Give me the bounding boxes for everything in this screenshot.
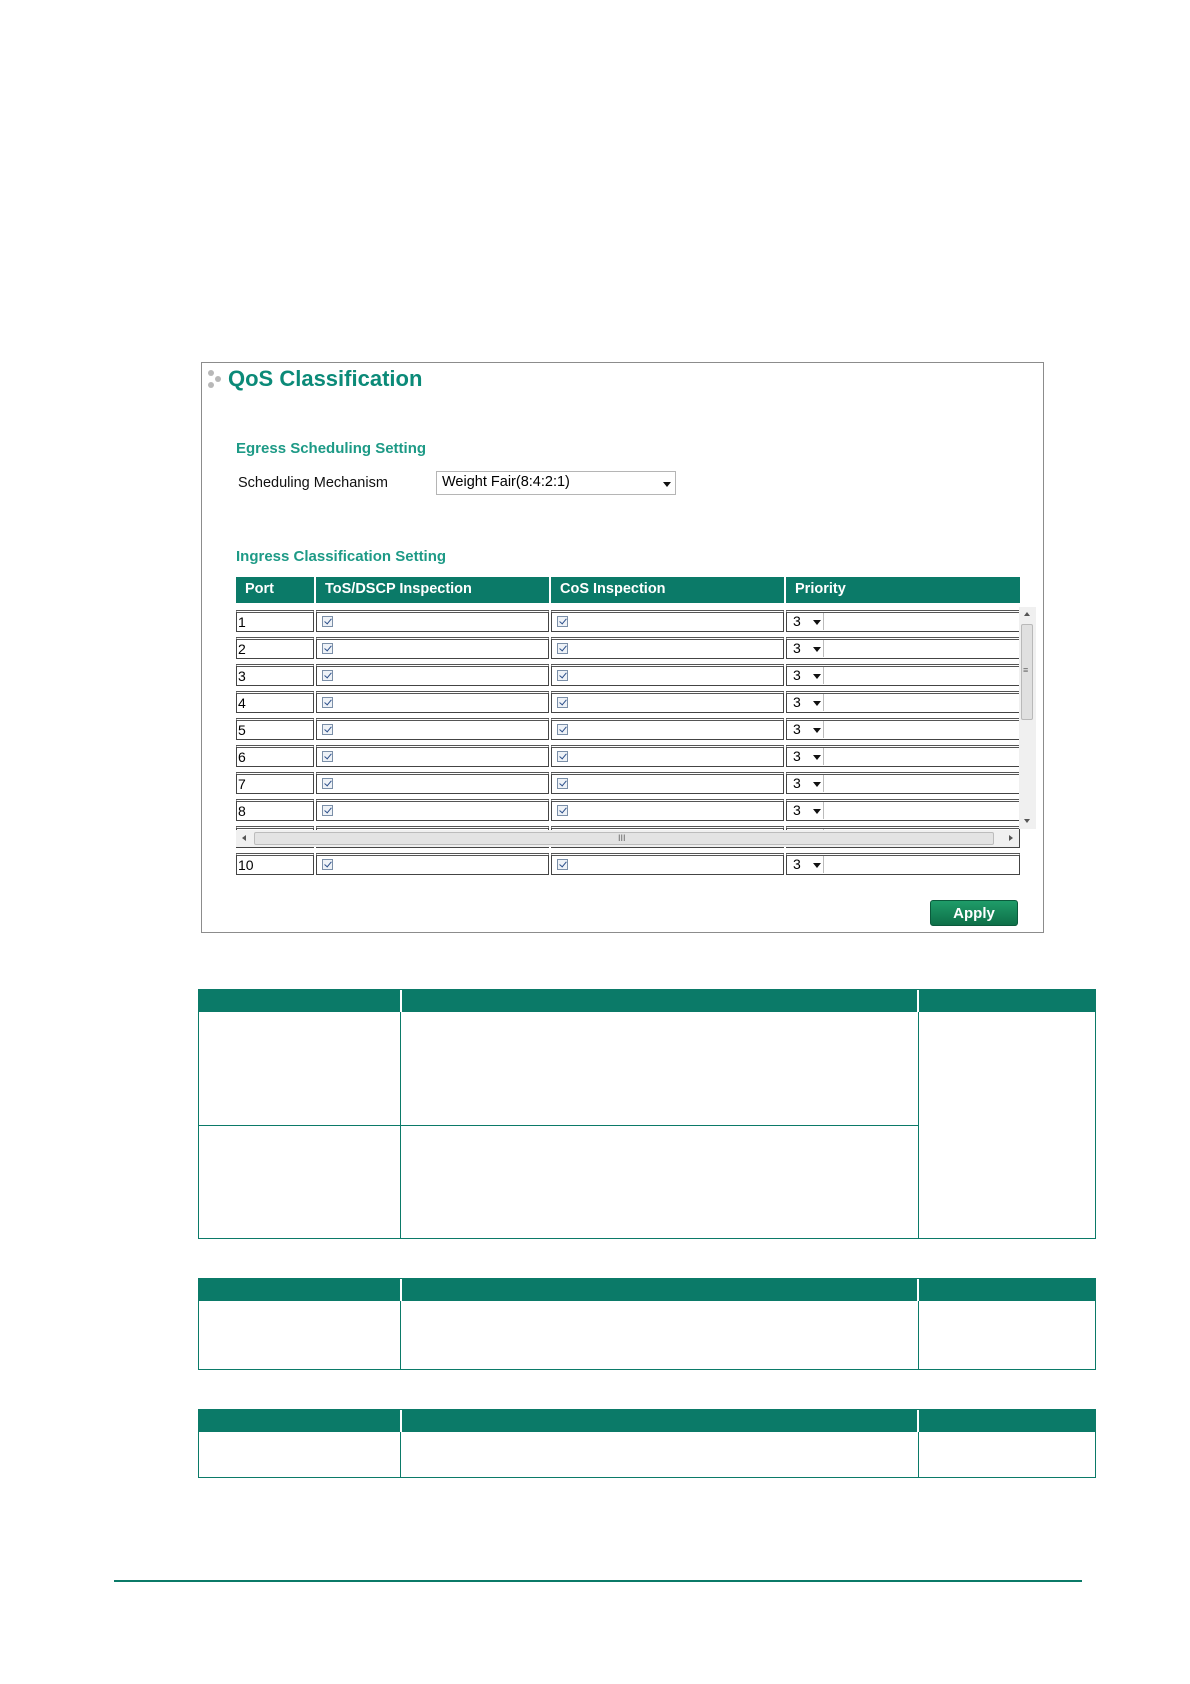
tos-dscp-checkbox[interactable] [322, 805, 333, 816]
port-number: 10 [238, 857, 254, 873]
cos-checkbox[interactable] [557, 724, 568, 735]
tos-dscp-checkbox[interactable] [322, 616, 333, 627]
column-port: Port [236, 577, 314, 603]
port-cell [236, 745, 314, 767]
cos-cell [551, 637, 784, 659]
priority-cell [786, 745, 1020, 767]
priority-select[interactable] [790, 856, 824, 873]
bullet-dots-icon [208, 370, 226, 390]
vertical-scrollbar[interactable] [1019, 607, 1036, 829]
priority-select[interactable] [790, 613, 824, 630]
tos-cell [316, 664, 549, 686]
priority-select[interactable] [790, 694, 824, 711]
port-number: 7 [238, 776, 246, 792]
cos-checkbox[interactable] [557, 643, 568, 654]
cos-checkbox[interactable] [557, 751, 568, 762]
priority-select[interactable] [790, 748, 824, 765]
table-header [199, 990, 1095, 1012]
priority-cell [786, 664, 1020, 686]
priority-value: 3 [793, 721, 801, 737]
hscroll-grip: III [618, 833, 626, 843]
table-row [236, 742, 1019, 769]
tos-cell [316, 745, 549, 767]
tos-dscp-checkbox[interactable] [322, 697, 333, 708]
priority-value: 3 [793, 640, 801, 656]
settings-table-1 [198, 989, 1096, 1239]
scroll-left-icon[interactable] [242, 835, 246, 841]
port-cell [236, 664, 314, 686]
page-title: QoS Classification [228, 366, 423, 391]
chevron-down-icon [813, 728, 821, 733]
tos-dscp-checkbox[interactable] [322, 724, 333, 735]
table-row [236, 634, 1019, 661]
priority-value: 3 [793, 694, 801, 710]
tos-cell [316, 637, 549, 659]
tos-dscp-checkbox[interactable] [322, 751, 333, 762]
cos-checkbox[interactable] [557, 778, 568, 789]
scheduling-mechanism-select[interactable] [436, 471, 676, 495]
priority-select[interactable] [790, 775, 824, 792]
scroll-down-icon[interactable] [1024, 819, 1030, 823]
port-number: 3 [238, 668, 246, 684]
cos-checkbox[interactable] [557, 859, 568, 870]
table-row [236, 796, 1019, 823]
cos-checkbox[interactable] [557, 697, 568, 708]
priority-value: 3 [793, 775, 801, 791]
ingress-heading: Ingress Classification Setting [236, 548, 447, 565]
tos-dscp-checkbox[interactable] [322, 643, 333, 654]
port-number: 1 [238, 614, 246, 630]
port-number: 6 [238, 749, 246, 765]
port-cell [236, 718, 314, 740]
column-tos-dscp: ToS/DSCP Inspection [316, 577, 549, 603]
scroll-right-icon[interactable] [1009, 835, 1013, 841]
port-cell [236, 799, 314, 821]
chevron-down-icon [813, 647, 821, 652]
settings-table-2 [198, 1278, 1096, 1370]
priority-cell [786, 691, 1020, 713]
port-cell [236, 610, 314, 632]
chevron-down-icon [813, 782, 821, 787]
cos-checkbox[interactable] [557, 670, 568, 681]
priority-select[interactable] [790, 721, 824, 738]
cos-cell [551, 691, 784, 713]
cos-cell [551, 664, 784, 686]
table-row [236, 661, 1019, 688]
tos-dscp-checkbox[interactable] [322, 670, 333, 681]
tos-dscp-checkbox[interactable] [322, 859, 333, 870]
cos-cell [551, 772, 784, 794]
cos-cell [551, 745, 784, 767]
column-priority: Priority [786, 577, 1020, 603]
cos-cell [551, 799, 784, 821]
priority-value: 3 [793, 613, 801, 629]
tos-cell [316, 691, 549, 713]
tos-cell [316, 610, 549, 632]
horizontal-scroll-thumb[interactable] [254, 832, 994, 845]
port-cell [236, 853, 314, 875]
chevron-down-icon [813, 863, 821, 868]
table-row [236, 769, 1019, 796]
table-row [236, 607, 1019, 634]
cos-cell [551, 610, 784, 632]
settings-table-3 [198, 1409, 1096, 1478]
tos-dscp-checkbox[interactable] [322, 778, 333, 789]
scheduling-mechanism-value: Weight Fair(8:4:2:1) [442, 474, 570, 490]
chevron-down-icon [813, 701, 821, 706]
table-row [236, 688, 1019, 715]
vscroll-grip: ≡ [1023, 665, 1029, 675]
chevron-down-icon [813, 674, 821, 679]
scroll-up-icon[interactable] [1024, 612, 1030, 616]
port-cell [236, 691, 314, 713]
chevron-down-icon [663, 482, 671, 487]
scheduling-mechanism-label: Scheduling Mechanism [238, 475, 388, 491]
vertical-scroll-thumb[interactable] [1021, 624, 1033, 720]
chevron-down-icon [813, 620, 821, 625]
tos-cell [316, 799, 549, 821]
port-number: 5 [238, 722, 246, 738]
table-header [199, 1410, 1095, 1432]
priority-value: 3 [793, 802, 801, 818]
footer-rule [114, 1580, 1082, 1582]
priority-select[interactable] [790, 640, 824, 657]
priority-select[interactable] [790, 802, 824, 819]
priority-value: 3 [793, 856, 801, 872]
apply-button[interactable]: Apply [930, 900, 1018, 926]
priority-cell [786, 637, 1020, 659]
chevron-down-icon [813, 755, 821, 760]
column-cos: CoS Inspection [551, 577, 784, 603]
cos-checkbox[interactable] [557, 805, 568, 816]
tos-cell [316, 853, 549, 875]
priority-value: 3 [793, 667, 801, 683]
egress-heading: Egress Scheduling Setting [236, 440, 427, 457]
qos-classification-panel [201, 362, 1044, 933]
tos-cell [316, 772, 549, 794]
priority-cell [786, 853, 1020, 875]
port-cell [236, 637, 314, 659]
port-number: 4 [238, 695, 246, 711]
priority-value: 3 [793, 748, 801, 764]
priority-cell [786, 718, 1020, 740]
cos-cell [551, 853, 784, 875]
table-row [236, 850, 1019, 877]
priority-cell [786, 772, 1020, 794]
port-number: 2 [238, 641, 246, 657]
tos-cell [316, 718, 549, 740]
port-number: 8 [238, 803, 246, 819]
priority-cell [786, 610, 1020, 632]
priority-select[interactable] [790, 667, 824, 684]
priority-cell [786, 799, 1020, 821]
cos-checkbox[interactable] [557, 616, 568, 627]
table-row [236, 715, 1019, 742]
horizontal-scrollbar[interactable] [236, 830, 1019, 847]
cos-cell [551, 718, 784, 740]
table-header [199, 1279, 1095, 1301]
port-cell [236, 772, 314, 794]
chevron-down-icon [813, 809, 821, 814]
